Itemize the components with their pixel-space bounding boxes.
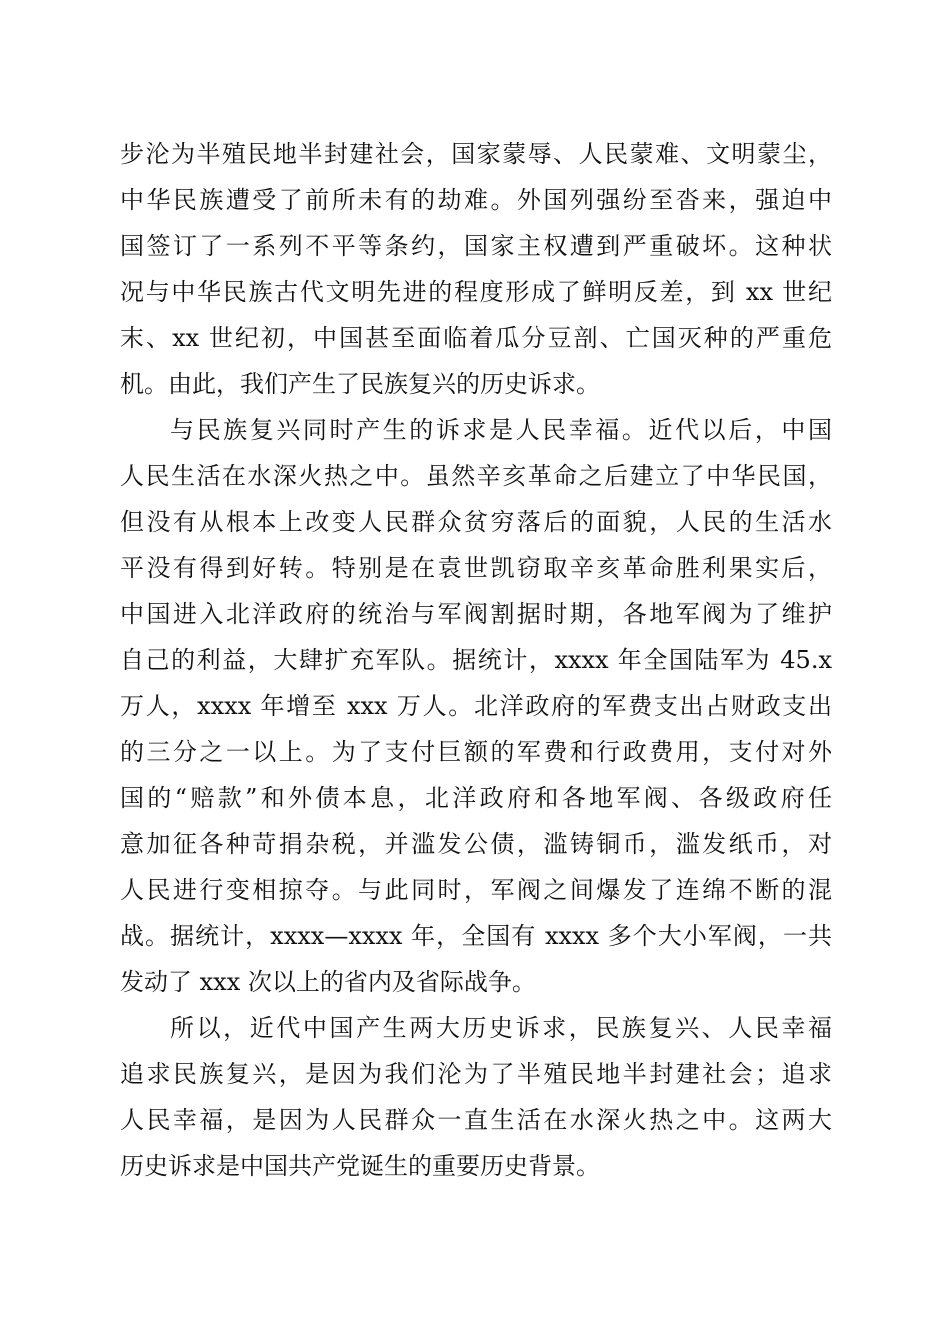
text-line: 自己的利益，大肆扩充军队。据统计，xxxx 年全国陆军为 45.x (120, 646, 832, 674)
text-line: 万人，xxxx 年增至 xxx 万人。北洋政府的军费支出占财政支出 (120, 692, 832, 720)
text-line: 意加征各种苛捐杂税，并滥发公债，滥铸铜币，滥发纸币，对 (120, 830, 832, 858)
text-line: 末、xx 世纪初，中国甚至面临着瓜分豆剖、亡国灭种的严重危 (120, 324, 832, 352)
text-line: 况与中华民族古代文明先进的程度形成了鲜明反差，到 xx 世纪 (120, 278, 832, 306)
text-line: 国签订了一系列不平等条约，国家主权遭到严重破坏。这种状 (120, 232, 832, 260)
text-line: 追求民族复兴，是因为我们沦为了半殖民地半封建社会；追求 (120, 1060, 832, 1088)
text-line: 步沦为半殖民地半封建社会，国家蒙辱、人民蒙难、文明蒙尘， (120, 140, 832, 168)
text-line: 中华民族遭受了前所未有的劫难。外国列强纷至沓来，强迫中 (120, 186, 832, 214)
text-line: 平没有得到好转。特别是在袁世凯窃取辛亥革命胜利果实后， (120, 554, 832, 582)
text-line: 中国进入北洋政府的统治与军阀割据时期，各地军阀为了维护 (120, 600, 832, 628)
text-line: 但没有从根本上改变人民群众贫穷落后的面貌，人民的生活水 (120, 508, 832, 536)
text-line: 机。由此，我们产生了民族复兴的历史诉求。 (120, 370, 600, 398)
text-line: 人民幸福，是因为人民群众一直生活在水深火热之中。这两大 (120, 1106, 832, 1134)
text-line: 人民生活在水深火热之中。虽然辛亥革命之后建立了中华民国， (120, 462, 832, 490)
text-line: 国的“赔款”和外债本息，北洋政府和各地军阀、各级政府任 (120, 784, 832, 812)
paragraph-first-line: 所以，近代中国产生两大历史诉求，民族复兴、人民幸福 (170, 1014, 832, 1042)
text-line: 战。据统计，xxxx—xxxx 年，全国有 xxxx 多个大小军阀，一共 (120, 922, 832, 950)
text-line: 历史诉求是中国共产党诞生的重要历史背景。 (120, 1152, 600, 1180)
text-line: 人民进行变相掠夺。与此同时，军阀之间爆发了连绵不断的混 (120, 876, 832, 904)
text-line: 的三分之一以上。为了支付巨额的军费和行政费用，支付对外 (120, 738, 832, 766)
paragraph-first-line: 与民族复兴同时产生的诉求是人民幸福。近代以后，中国 (170, 416, 832, 444)
text-line: 发动了 xxx 次以上的省内及省际战争。 (120, 968, 536, 996)
